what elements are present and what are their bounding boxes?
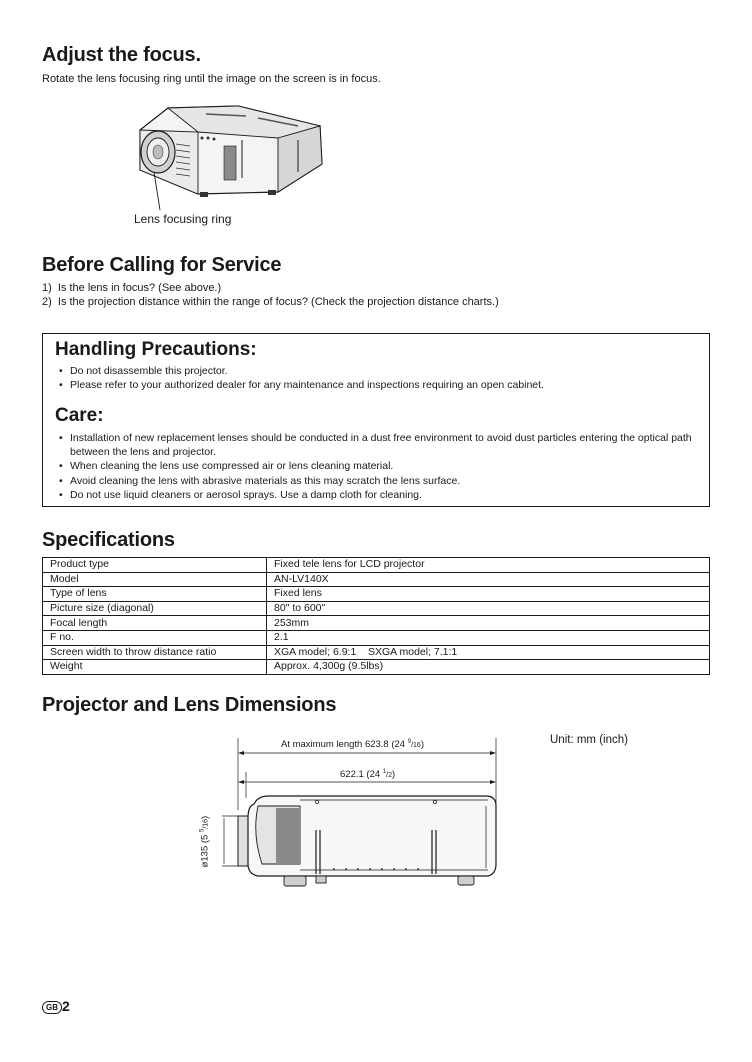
service-title: Before Calling for Service (42, 254, 282, 276)
spec-key: Picture size (diagonal) (43, 601, 267, 616)
dimensions-title: Projector and Lens Dimensions (42, 694, 337, 716)
spec-row (43, 645, 710, 660)
spec-key: Model (43, 572, 267, 587)
focus-description: Rotate the lens focusing ring until the image on the screen is in focus. (42, 73, 381, 85)
handling-title: Handling Precautions: (55, 339, 257, 360)
service-item: 2) Is the projection distance within the range of focus? (Check the projection distance charts.) (42, 296, 499, 308)
spec-value: 2.1 (267, 630, 710, 645)
care-item: • Installation of new replacement lenses should be conducted in a dust free environment to avoid dust particles entering the optical path between the lens and projector. (55, 431, 695, 459)
spec-row (43, 660, 710, 675)
focus-title: Adjust the focus. (42, 44, 201, 66)
spec-row (43, 601, 710, 616)
care-title: Care: (55, 405, 104, 426)
care-item: • When cleaning the lens use compressed air or lens cleaning material. (55, 459, 695, 473)
handling-list (55, 364, 695, 392)
lens-focusing-ring-label: Lens focusing ring (134, 212, 232, 226)
dimension-drawing (196, 734, 506, 894)
unit-label: Unit: mm (inch) (550, 734, 628, 746)
handling-item: • Do not disassemble this projector. (55, 364, 695, 378)
spec-key: F no. (43, 630, 267, 645)
spec-row (43, 630, 710, 645)
max-length-label: At maximum length 623.8 (24 $^9$/16) (281, 739, 424, 751)
service-item: 1) Is the lens in focus? (See above.) (42, 282, 222, 294)
spec-key: Screen width to throw distance ratio (43, 645, 267, 660)
spec-value: 80" to 600" (267, 601, 710, 616)
spec-row (43, 587, 710, 602)
care-item: • Do not use liquid cleaners or aerosol sprays. Use a damp cloth for cleaning. (55, 488, 695, 502)
care-item: • Avoid cleaning the lens with abrasive materials as this may scratch the lens surface. (55, 474, 695, 488)
spec-key: Type of lens (43, 587, 267, 602)
care-list (55, 431, 695, 502)
handling-item: • Please refer to your authorized dealer for any maintenance and inspections requiring an open cabinet. (55, 378, 695, 392)
spec-row (43, 616, 710, 631)
spec-value: 253mm (267, 616, 710, 631)
service-checklist (42, 281, 499, 309)
precautions-box (42, 333, 710, 507)
spec-key: Weight (43, 660, 267, 675)
length-label: 622.1 (24 $^1$/2) (340, 769, 396, 781)
region-badge: GB (42, 1001, 62, 1014)
spec-key: Product type (43, 558, 267, 573)
spec-value: AN-LV140X (267, 572, 710, 587)
page-number: 2 (62, 998, 70, 1014)
specifications-table (42, 557, 710, 675)
spec-key: Focal length (43, 616, 267, 631)
spec-value: Fixed tele lens for LCD projector (267, 558, 710, 573)
spec-value: XGA model; 6.9:1 SXGA model; 7.1:1 (267, 645, 710, 660)
specifications-title: Specifications (42, 529, 175, 551)
spec-value: Fixed lens (267, 587, 710, 602)
spec-row (43, 572, 710, 587)
diameter-label: ø135 (5 $^5$/16) (199, 815, 211, 868)
spec-row (43, 558, 710, 573)
projector-illustration (128, 100, 328, 212)
page-footer (42, 998, 70, 1014)
spec-value: Approx. 4,300g (9.5lbs) (267, 660, 710, 675)
